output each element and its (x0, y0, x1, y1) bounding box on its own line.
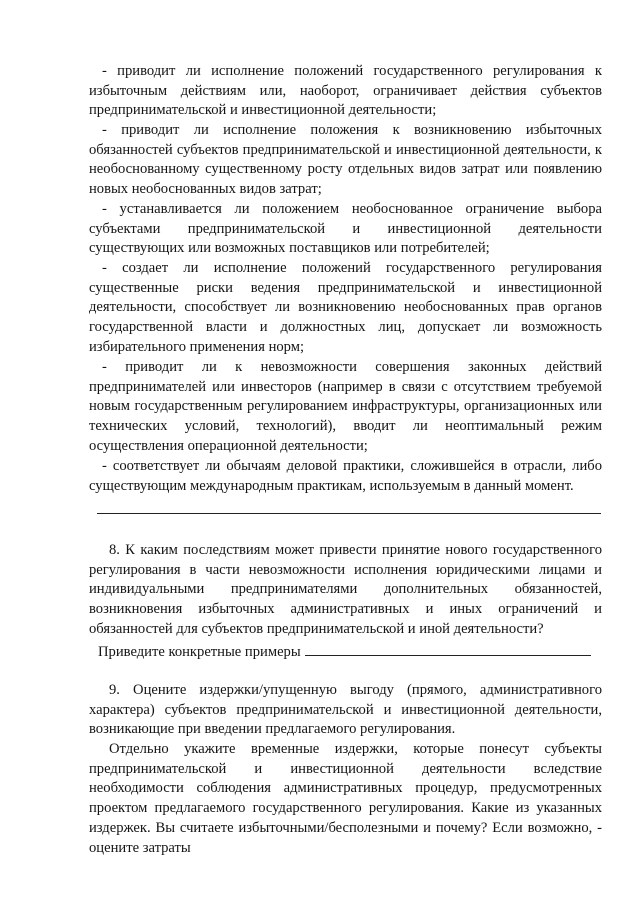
answer-line (97, 513, 601, 514)
bullet-supplier-restriction: - устанавливается ли положением необоснованное ограничение выбора субъектами предпринимательской и инвестиционной деятельности существующих или возможных поставщиков или потребителей; (89, 201, 602, 257)
question-9-text: 9. Оцените издержки/упущенную выгоду (прямого, административного характера) субъектов предпринимательской и инвестиционной деятельности, возникающие при введении предлагаемого регулирования. (89, 682, 602, 738)
bullet-excessive-actions: - приводит ли исполнение положений государственного регулирования к избыточным действиям или, наоборот, ограничивает действия субъектов предпринимательской и инвестиционной деятельности; (89, 63, 602, 119)
bullet-impossibility-legal-actions: - приводит ли к невозможности совершения законных действий предпринимателей или инвесторов (например в связи с отсутствием требуемой новым государственным регулированием инфраструктуры, организационных или технических условий, технологий), вводит ли неоптимальный режим осуществления операционной деятельности; (89, 359, 602, 454)
question-8-examples-label: Приведите конкретные примеры (98, 644, 301, 660)
question-9-note: Отдельно укажите временные издержки, которые понесут субъекты предпринимательской и инвестиционной деятельности вследствие необходимости соблюдения административных процедур, предусмотренных проектом предлагаемого государственного регулирования. Какие из указанных издержек. Вы считаете избыточными/бесполезными и почему? Если возможно, - оцените затраты (89, 741, 602, 856)
bullet-business-risks: - создает ли исполнение положений государственного регулирования существенные риски ведения предпринимательской и инвестиционной деятельности, способствует ли возникновению необоснованных прав органов государственной власти и должностных лиц, допускает ли возможность избирательного применения норм; (89, 260, 602, 355)
bullet-business-practice: - соответствует ли обычаям деловой практики, сложившейся в отрасли, либо существующим международным практикам, используемым в данный момент. (89, 458, 602, 494)
question-8-text: 8. К каким последствиям может привести принятие нового государственного регулирования в части невозможности исполнения юридическими лицами и индивидуальными предпринимателями дополнительных обязанностей, возникновения избыточных административных и иных ограничений и обязанностей для субъектов предпринимательской и иной деятельности? (89, 542, 602, 637)
bullet-excessive-obligations: - приводит ли исполнение положения к возникновению избыточных обязанностей субъектов предпринимательской и инвестиционной деятельности, к необоснованному существенному росту отдельных видов затрат или появлению новых необоснованных видов затрат; (89, 122, 602, 198)
question-8-examples-row (98, 642, 603, 663)
question-8-examples-blank (305, 642, 591, 656)
